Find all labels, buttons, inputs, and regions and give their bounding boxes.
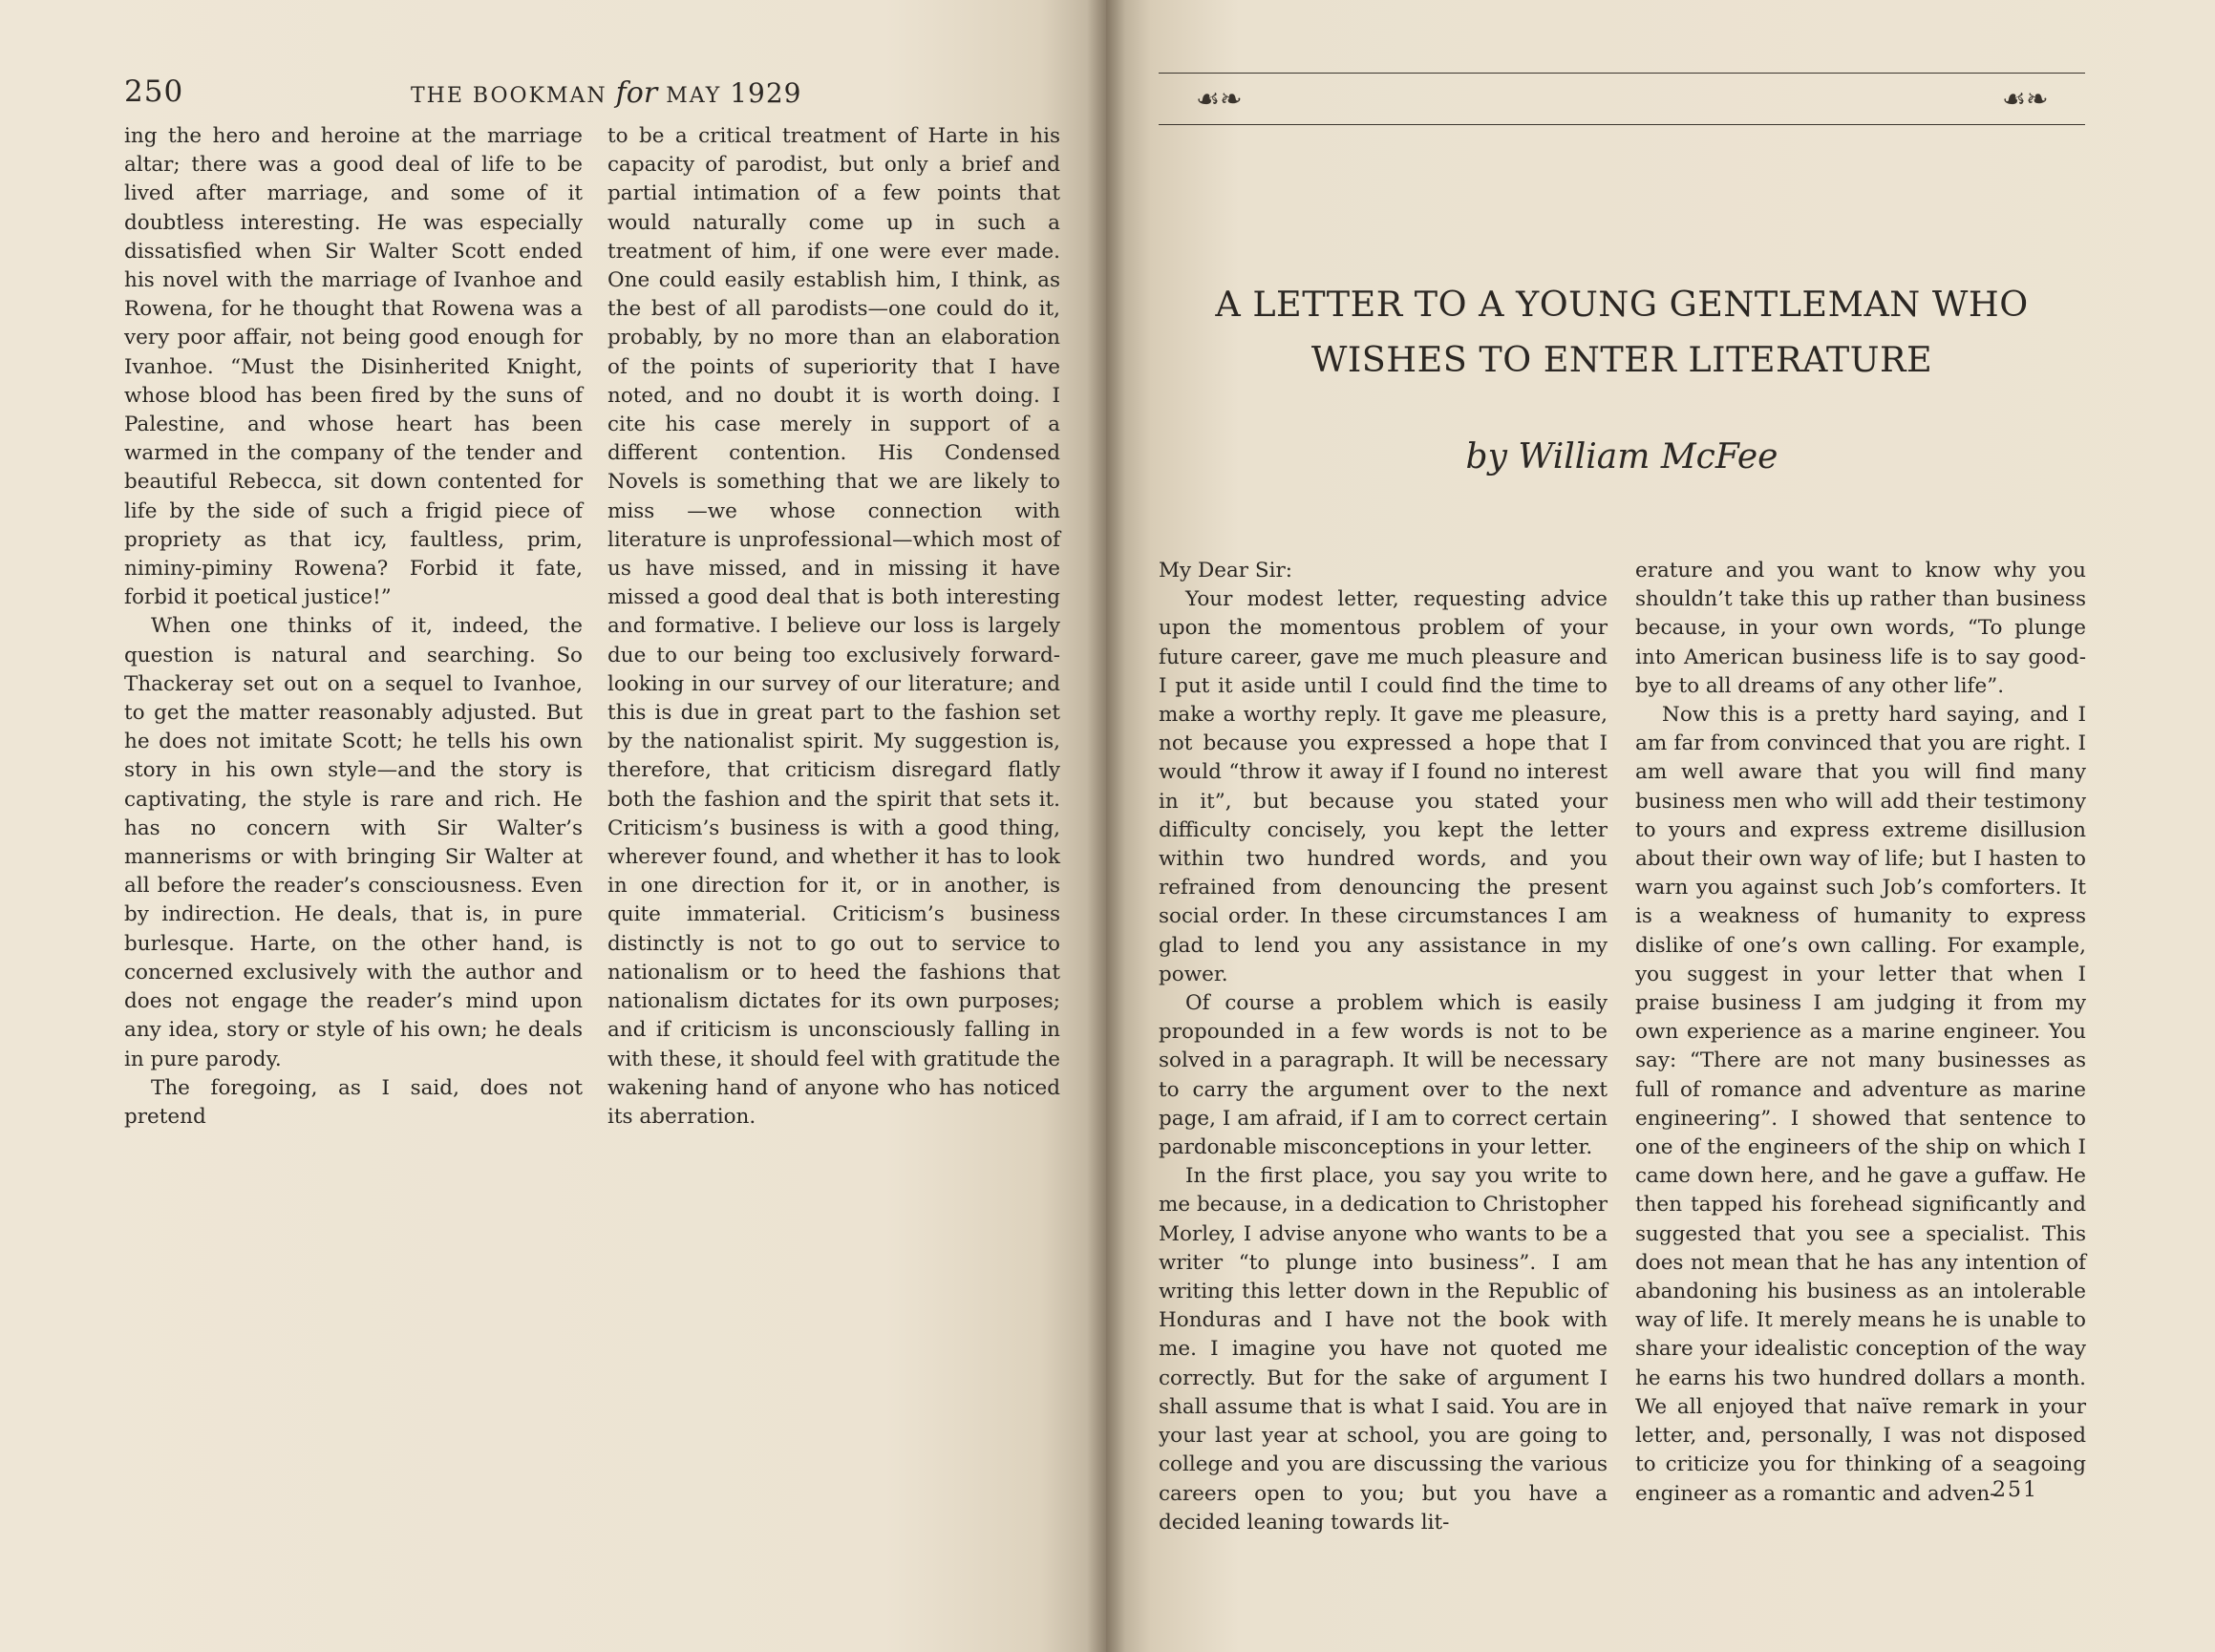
paragraph: The foregoing, as I said, does not pretend xyxy=(124,1075,583,1129)
running-title xyxy=(411,76,802,110)
page-number-right: 251 xyxy=(1992,1478,2038,1502)
running-head xyxy=(124,74,1060,113)
paragraph: When one thinks of it, indeed, the question is natural and searching. So Thackeray set out on a sequel to Ivanhoe, to get the matter reasonably adjusted. But he does not imitate Scott; he tells his own story in his own style—and the story is captivating, the style is rare and rich. He has no concern with Sir Walter’s mannerisms or with bringing Sir Walter at all before the reader’s consciousness. Even by indirection. He deals, that is, in pure burlesque. Harte, on the other hand, is concerned exclusively with the author and does not engage the reader’s mind upon any idea, story or style of his own; he deals in pure parody. xyxy=(124,614,583,1071)
left-page-column-1 xyxy=(124,122,583,1132)
left-page-column-2 xyxy=(607,122,1060,1132)
header-rule-bottom xyxy=(1159,124,2085,125)
page-number-left: 250 xyxy=(124,74,184,109)
fleuron-ornament-right: ☙❧ xyxy=(2002,83,2049,115)
salutation: My Dear Sir: xyxy=(1159,559,1293,582)
header-rule-top xyxy=(1159,73,2085,74)
paragraph: to be a critical treatment of Harte in his capacity of parodist, but only a brief and partial intimation of a few points that would naturally come up in such a treatment of him, if one were ever made. One could easily establish him, I think, as the best of all parodists—one could do it, probably, by no more than an elaboration of the points of superiority that I have noted, and no doubt it is worth doing. I cite his case merely in support of a different contention. His Condensed Novels is something that we are likely to miss —we whose connection with literature is unprofessional—which most of us have missed, and in missing it have missed a good deal that is both interesting and formative. I believe our loss is largely due to our being too exclusively forward-looking in our survey of our literature; and this is due in great part to the fashion set by the nationalist spirit. My suggestion is, therefore, that criticism disregard flatly both the fashion and the spirit that sets it. Criticism’s business is with a good thing, wherever found, and whether it has to look in one direction for it, or in another, is quite immaterial. Criticism’s business distinctly is not to go out to service to nationalism or to heed the fashions that nationalism dictates for its own purposes; and if criticism is unconsciously falling in with these, it should feel with gratitude the wakening hand of anyone who has noticed its aberration. xyxy=(607,124,1060,1129)
binding-gutter xyxy=(1087,0,1125,1652)
paragraph: ing the hero and heroine at the marriage altar; there was a good deal of life to be lived after marriage, and some of it doubtless interesting. He was especially dissatisfied when Sir Walter Scott ended his novel with the marriage of Ivanhoe and Rowena, for he thought that Rowena was a very poor affair, not being good enough for Ivanhoe. “Must the Disinherited Knight, whose blood has been fired by the suns of Palestine, and whose heart has been warmed in the company of the tender and beautiful Rebecca, sit down contented for life by the side of such a frigid piece of propriety as that icy, faultless, prim, niminy-piminy Rowena? Forbid it fate, forbid it poetical justice!” xyxy=(124,124,583,610)
article-title xyxy=(1159,277,2085,388)
paragraph: Your modest letter, requesting advice upon the momentous problem of your future career, gave me much pleasure and I put it aside until I could find the time to make a worthy reply. It gave me pleasure, not because you expressed a hope that I would “throw it away if I found no interest in it”, but because you stated your difficulty concisely, you kept the letter within two hundred words, and you refrained from denouncing the present social order. In these circumstances I am glad to lend you any assistance in my power. xyxy=(1159,587,1608,986)
running-title-for: for xyxy=(615,76,658,110)
right-page-column-2 xyxy=(1635,557,2086,1509)
article-title-line-1: A LETTER TO A YOUNG GENTLEMAN WHO xyxy=(1215,284,2029,325)
article-title-line-2: WISHES TO ENTER LITERATURE xyxy=(1310,339,1933,380)
right-page xyxy=(1106,0,2215,1652)
right-page-column-1 xyxy=(1159,557,1608,1537)
paragraph: erature and you want to know why you shouldn’t take this up rather than business because, in your own words, “To plunge into American business life is to say good-bye to all dreams of any other life”. xyxy=(1635,559,2086,698)
paragraph: Of course a problem which is easily propounded in a few words is not to be solved in a paragraph. It will be necessary to carry the argument over to the next page, I am afraid, if I am to correct certain pardonable misconceptions in your letter. xyxy=(1159,991,1608,1160)
paragraph: In the first place, you say you write to me because, in a dedication to Christopher Morley, I advise anyone who wants to be a writer “to plunge into business”. I am writing this letter down in the Republic of Honduras and I have not the book with me. I imagine you have not quoted me correctly. But for the sake of argument I shall assume that is what I said. You are in your last year at school, you are going to college and you are discussing the various careers open to you; but you have a decided leaning towards lit- xyxy=(1159,1164,1608,1535)
byline: by William McFee xyxy=(1465,437,1778,477)
running-title-year: 1929 xyxy=(730,77,802,109)
running-title-month: MAY xyxy=(666,84,722,108)
left-page xyxy=(0,0,1106,1652)
running-title-magazine: THE BOOKMAN xyxy=(411,84,607,108)
fleuron-ornament-left: ☙❧ xyxy=(1196,83,1243,115)
paragraph: Now this is a pretty hard saying, and I am far from convinced that you are right. I am well aware that you will find many business men who will add their testimony to yours and express extreme disillusion about their own way of life; but I hasten to warn you against such Job’s comforters. It is a weakness of humanity to express dislike of one’s own calling. For example, you suggest in your letter that when I praise business I am judging it from my own experience as a marine engineer. You say: “There are not many businesses as full of romance and adventure as marine engineering”. I showed that sentence to one of the engineers of the ship on which I came down here, and he gave a guffaw. He then tapped his forehead significantly and suggested that you see a specialist. This does not mean that he has any intention of abandoning his business as an intolerable way of life. It merely means he is unable to share your idealistic conception of the way he earns his two hundred dollars a month. We all enjoyed that naïve remark in your letter, and, personally, I was not disposed to criticize you for thinking of a seagoing engineer as a romantic and adven- xyxy=(1635,703,2086,1506)
